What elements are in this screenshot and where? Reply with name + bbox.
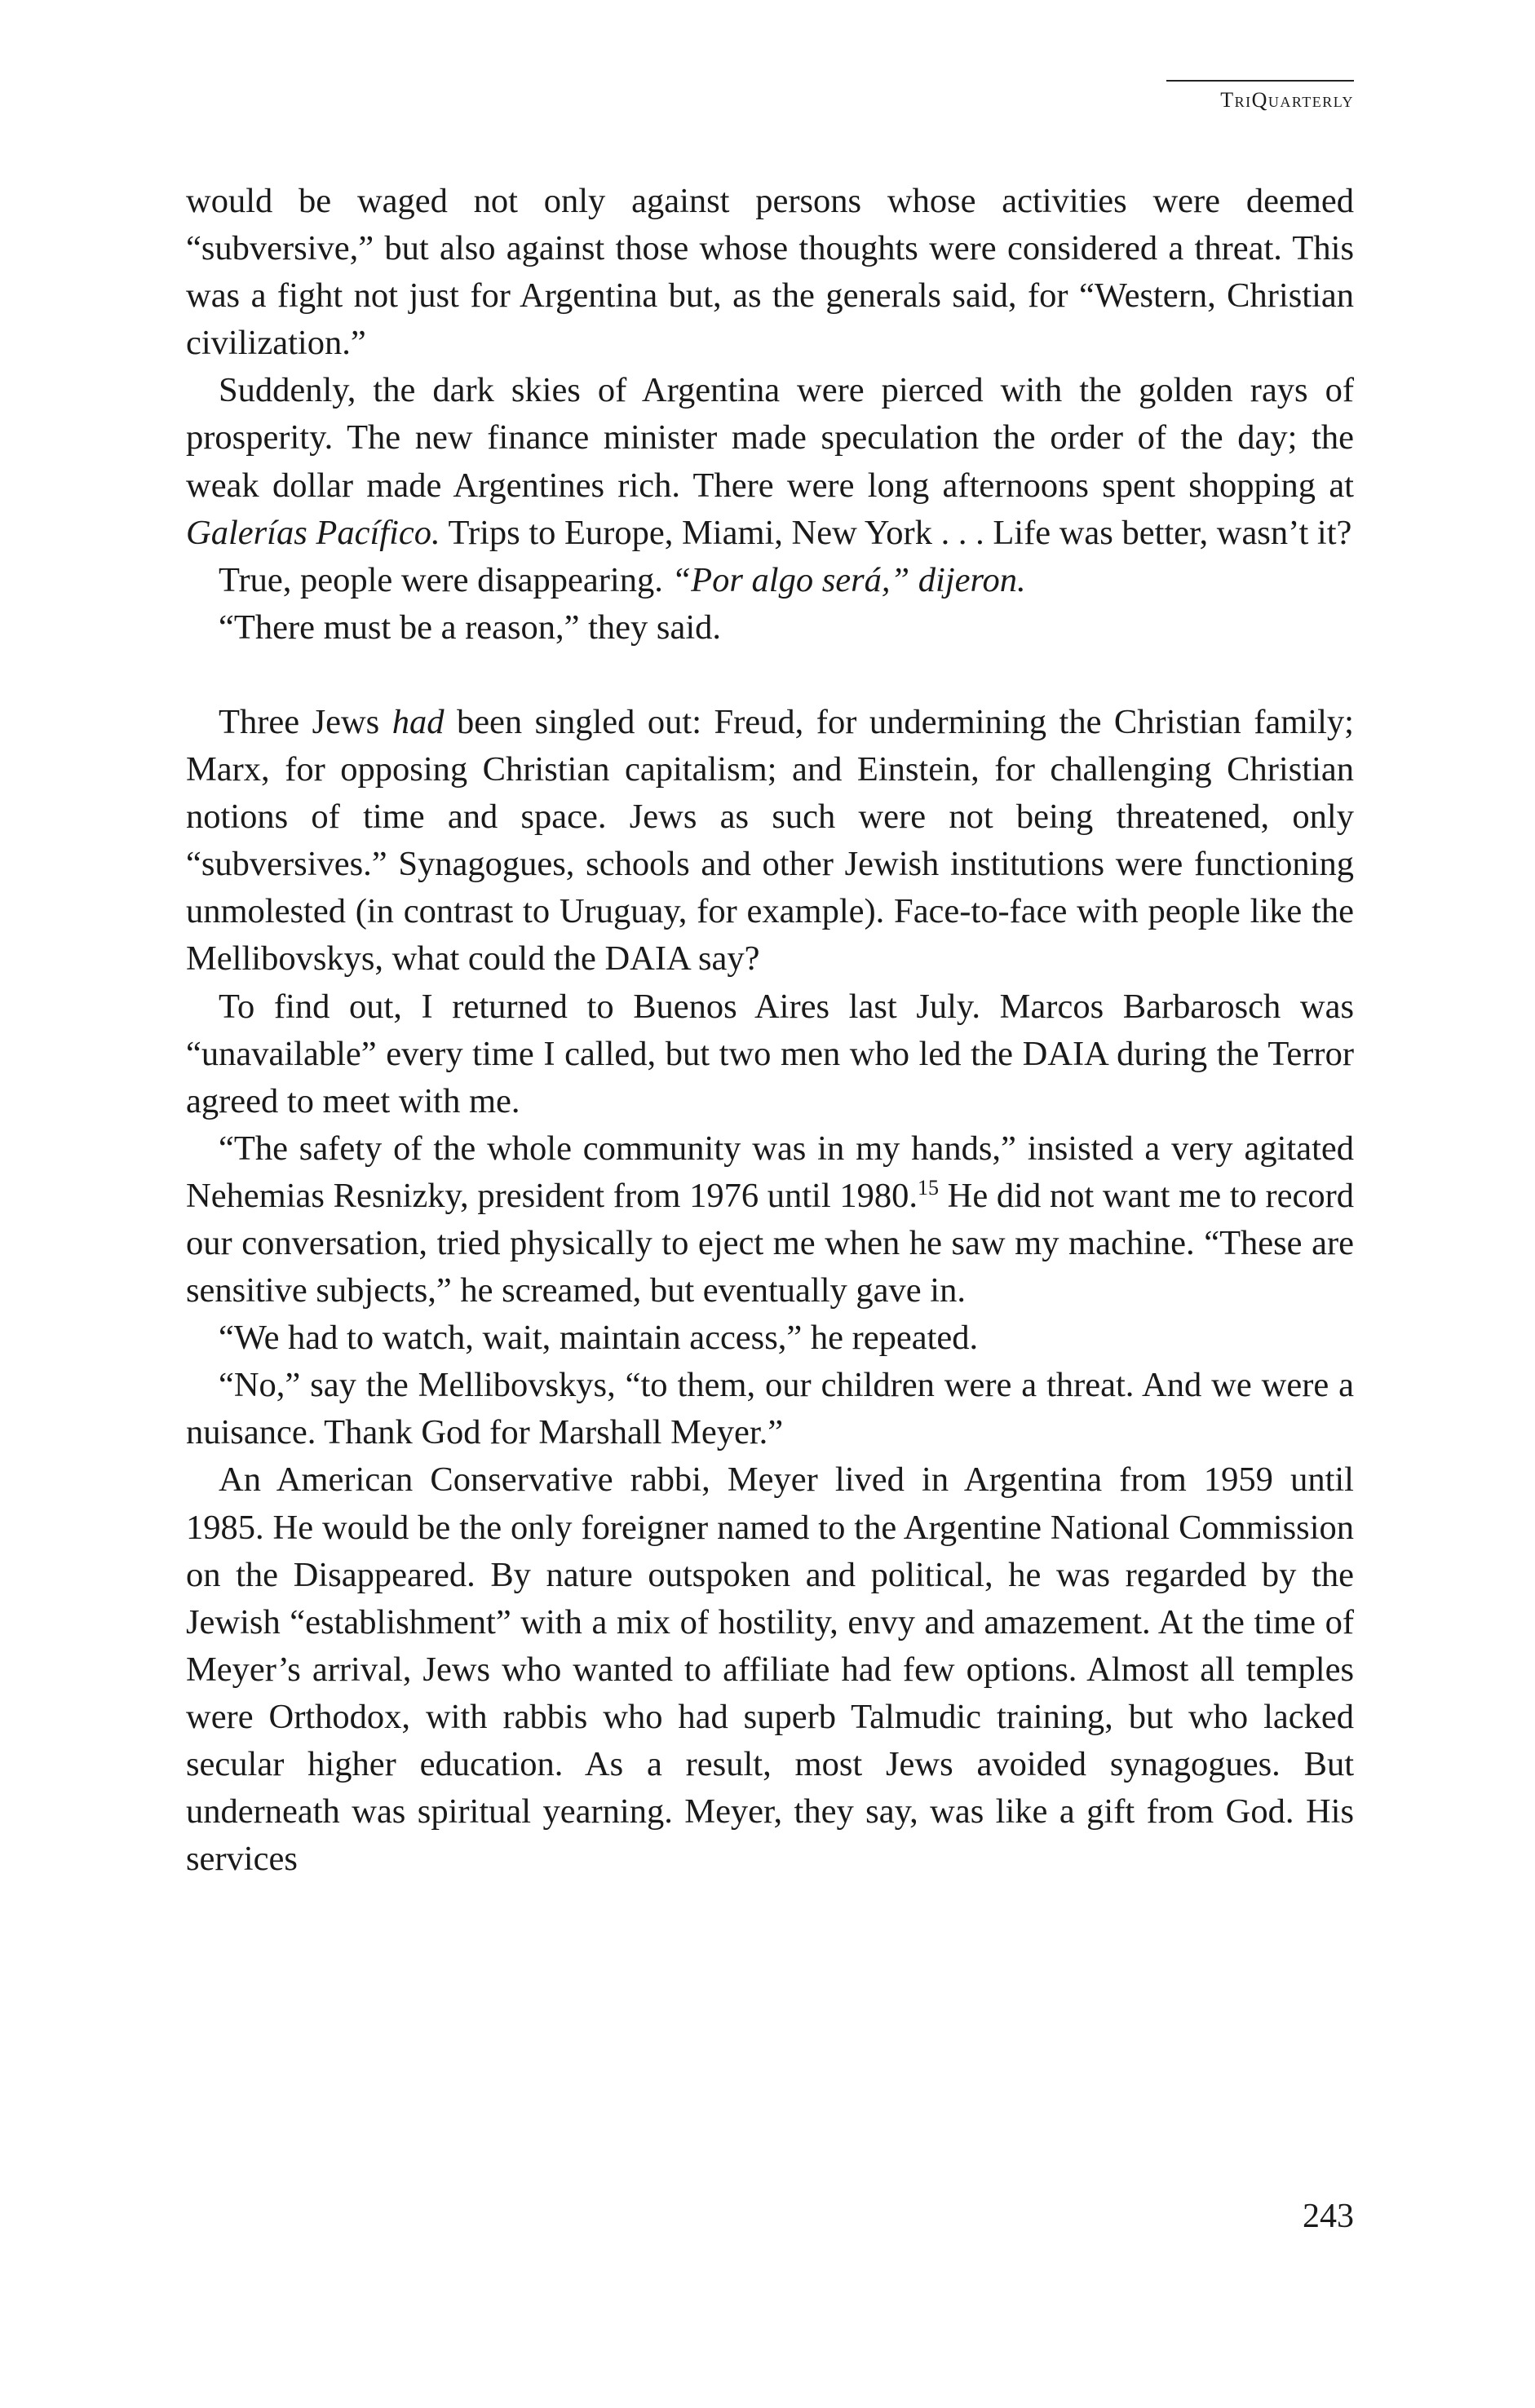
paragraph-8: “We had to watch, wait, maintain access,” he repeated.: [219, 1319, 979, 1358]
paragraph-5-text-a: Three Jews: [219, 702, 392, 741]
paragraph-5-italic: had: [391, 702, 445, 741]
paragraph-4: “There must be a reason,” they said.: [219, 608, 722, 647]
body-text: [186, 178, 1354, 1883]
paragraph-2-italic: Galerías Pacífico.: [186, 513, 440, 552]
paragraph-3-italic: “Por algo será,” dijeron.: [671, 560, 1026, 599]
running-head: [1166, 80, 1354, 113]
paragraph-2: [186, 367, 1354, 556]
paragraph-3-text: True, people were disappearing.: [219, 560, 672, 599]
paragraph-10: An American Conservative rabbi, Meyer lived in Argentina from 1959 until 1985. He would be the only foreigner named to the Argentine National Commission on the Disappeared. By nature outspoken and political, he was regarded by the Jewish “establishment” with a mix of hostility, envy and amazement. At the time of Meyer’s arrival, Jews who wanted to affiliate had few options. Almost all temples were Orthodox, with rabbis who had superb Talmudic training, but who lacked secular higher education. As a result, most Jews avoided synagogues. But underneath was spiritual yearning. Meyer, they say, was like a gift from God. His services: [186, 1460, 1354, 1879]
paragraph-3: [186, 557, 1354, 604]
paragraph-6: To find out, I returned to Buenos Aires last July. Marcos Barbarosch was “unavailable” every time I called, but two men who led the DAIA during the Terror agreed to meet with me.: [186, 987, 1354, 1120]
section-break: [186, 652, 1354, 699]
paragraph-7: [186, 1125, 1354, 1314]
paragraph-7-text-b: He did not want me to record our conversation, tried physically to eject me when he saw my machine. “These are sensitive subjects,” he screamed, but eventually gave in.: [186, 1176, 1355, 1310]
page-number: 243: [1303, 2198, 1354, 2235]
paragraph-5-text-b: been singled out: Freud, for undermining the Christian family; Marx, for opposing Christian capitalism; and Einstein, for challenging Christian notions of time and space. Jews as such were not being threatened, only “subversives.” Synagogues, schools and other Jewish institutions were functioning unmolested (in contrast to Uruguay, for example). Face-to-face with people like the Mellibovskys, what could the DAIA say?: [186, 702, 1354, 979]
header-rule: [1166, 80, 1354, 82]
paragraph-7-text-a: “The safety of the whole community was in my hands,” insisted a very agitated Nehemias Resnizky, president from 1976 until 1980.: [186, 1129, 1354, 1215]
paragraph-2-text: Suddenly, the dark skies of Argentina were pierced with the golden rays of prosperity. The new finance minister made speculation the order of the day; the weak dollar made Argentines rich. There were long afternoons spent shopping at: [186, 371, 1354, 505]
paragraph-5: [186, 699, 1354, 983]
paragraph-9: “No,” say the Mellibovskys, “to them, our children were a threat. And we were a nuisance. Thank God for Marshall Meyer.”: [186, 1366, 1354, 1452]
paragraph-1: would be waged not only against persons whose activities were deemed “subversive,” but also against those whose thoughts were considered a threat. This was a fight not just for Argentina but, as the generals said, for “Western, Christian civilization.”: [186, 182, 1354, 363]
running-title: TriQuarterly: [1220, 88, 1354, 112]
footnote-marker: 15: [917, 1175, 939, 1200]
paragraph-2-tail: Trips to Europe, Miami, New York . . . Life was better, wasn’t it?: [440, 513, 1352, 552]
